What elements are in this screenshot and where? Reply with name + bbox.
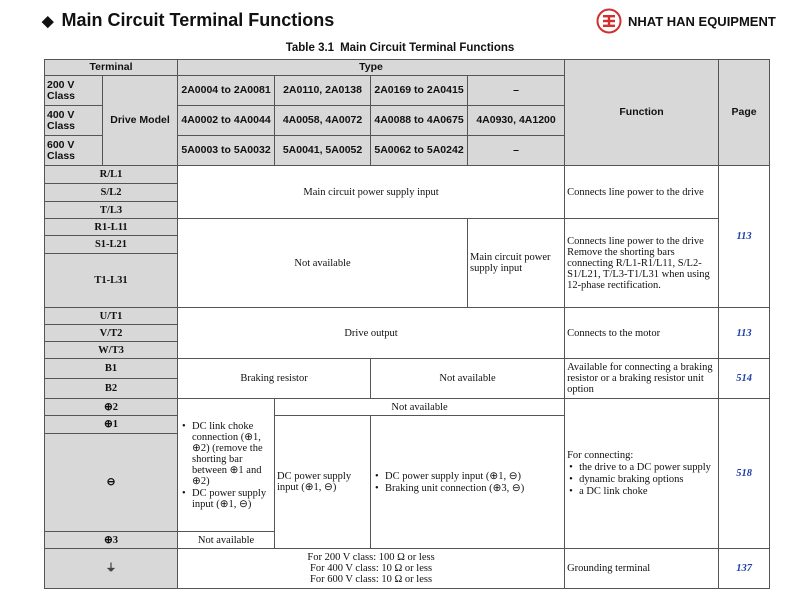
terminal-t1-l31: T1-L31 xyxy=(45,254,178,308)
type-cell: – xyxy=(468,76,565,106)
type-cell: 4A0058, 4A0072 xyxy=(275,106,371,136)
dc-not-available-top: Not available xyxy=(275,399,565,416)
type-cell: 2A0110, 2A0138 xyxy=(275,76,371,106)
class-400v: 400 V Class xyxy=(45,106,103,136)
page-ref: 514 xyxy=(719,359,770,399)
ground-resistance xyxy=(178,549,565,589)
header-type: Type xyxy=(178,60,565,76)
dc-function-bullet: • the drive to a DC power supply xyxy=(579,462,716,473)
type-cell: – xyxy=(468,136,565,166)
table-title: Main Circuit Terminal Functions xyxy=(340,42,515,54)
terminal-s1-l21: S1-L21 xyxy=(45,236,178,254)
twelve-pulse-function xyxy=(565,219,719,308)
twelve-pulse-function-a: Connects line power to the drive xyxy=(567,235,704,247)
header-page: Page xyxy=(719,60,770,166)
brand-logo xyxy=(596,6,776,36)
main-power-function: Connects line power to the drive xyxy=(565,166,719,219)
brand-name: NHAT HAN EQUIPMENT xyxy=(628,13,776,29)
terminal-s-l2: S/L2 xyxy=(45,184,178,202)
terminal-w-t3: W/T3 xyxy=(45,342,178,359)
type-cell: 4A0002 to 4A0044 xyxy=(178,106,275,136)
type-cell: 5A0062 to 5A0242 xyxy=(371,136,468,166)
table-number: Table 3.1 xyxy=(285,42,335,54)
terminal-plus1: ⊕1 xyxy=(45,416,178,434)
type-cell: 2A0169 to 2A0415 xyxy=(371,76,468,106)
terminal-b1: B1 xyxy=(45,359,178,379)
braking-resistor-type: Braking resistor xyxy=(178,359,371,399)
type-cell: 2A0004 to 2A0081 xyxy=(178,76,275,106)
twelve-pulse-type: Main circuit power supply input xyxy=(468,219,565,308)
type-cell: 5A0003 to 5A0032 xyxy=(178,136,275,166)
ground-line: For 200 V class: 100 Ω or less xyxy=(307,552,435,563)
page-ref: 518 xyxy=(719,399,770,549)
page-ref: 137 xyxy=(719,549,770,589)
dc-col1 xyxy=(178,399,275,532)
dc-function-intro: For connecting: xyxy=(567,449,634,461)
braking-function: Available for connecting a braking resistor or a braking resistor unit option xyxy=(565,359,719,399)
dc-not-available-bottom: Not available xyxy=(178,532,275,549)
diamond-bullet-icon: ◆ xyxy=(42,13,54,30)
twelve-pulse-not-available: Not available xyxy=(178,219,468,308)
nhat-han-logo-icon xyxy=(596,8,622,34)
ground-line: For 400 V class: 10 Ω or less xyxy=(310,563,433,574)
terminal-minus: ⊖ xyxy=(45,434,178,532)
class-600v: 600 V Class xyxy=(45,136,103,166)
terminal-v-t2: V/T2 xyxy=(45,325,178,342)
dc-function xyxy=(565,399,719,549)
header-function: Function xyxy=(565,60,719,166)
type-cell: 5A0041, 5A0052 xyxy=(275,136,371,166)
output-type: Drive output xyxy=(178,308,565,359)
drive-model-label: Drive Model xyxy=(103,76,178,166)
dc-col2: DC power supply input (⊕1, ⊖) xyxy=(275,416,371,549)
type-cell: 4A0930, 4A1200 xyxy=(468,106,565,136)
ground-function: Grounding terminal xyxy=(565,549,719,589)
section-title: Main Circuit Terminal Functions xyxy=(61,10,335,30)
terminal-r-l1: R/L1 xyxy=(45,166,178,184)
terminal-functions-table xyxy=(44,59,770,589)
page-ref: 113 xyxy=(719,308,770,359)
header-terminal: Terminal xyxy=(45,60,178,76)
class-200v: 200 V Class xyxy=(45,76,103,106)
terminal-b2: B2 xyxy=(45,379,178,399)
terminal-plus2: ⊕2 xyxy=(45,399,178,416)
terminal-u-t1: U/T1 xyxy=(45,308,178,325)
twelve-pulse-function-b: Remove the shorting bars connecting R/L1-R1/L11, S/L2-S1/L21, T/L3-T1/L31 when using 12-phase rectification. xyxy=(567,246,710,291)
dc-col1-bullet: • DC link choke connection (⊕1, ⊕2) (remove the shorting bar between ⊕1 and ⊕2) xyxy=(192,421,272,487)
page-ref: 113 xyxy=(719,166,770,308)
dc-col1-bullet: • DC power supply input (⊕1, ⊖) xyxy=(192,488,272,510)
main-power-type: Main circuit power supply input xyxy=(178,166,565,219)
terminal-r1-l11: R1-L11 xyxy=(45,219,178,236)
terminal-t-l3: T/L3 xyxy=(45,202,178,219)
dc-function-bullet: • dynamic braking options xyxy=(579,474,716,485)
type-cell: 4A0088 to 4A0675 xyxy=(371,106,468,136)
terminal-plus3: ⊕3 xyxy=(45,532,178,549)
dc-function-bullet: • a DC link choke xyxy=(579,486,716,497)
braking-not-available: Not available xyxy=(371,359,565,399)
ground-line: For 600 V class: 10 Ω or less xyxy=(310,574,433,585)
dc-col3 xyxy=(371,416,565,549)
table-caption xyxy=(0,42,800,54)
dc-col3-bullet: • Braking unit connection (⊕3, ⊖) xyxy=(385,483,562,494)
output-function: Connects to the motor xyxy=(565,308,719,359)
ground-terminal-icon: ⏚ xyxy=(45,549,178,589)
dc-col3-bullet: • DC power supply input (⊕1, ⊖) xyxy=(385,471,562,482)
section-heading xyxy=(42,10,334,31)
